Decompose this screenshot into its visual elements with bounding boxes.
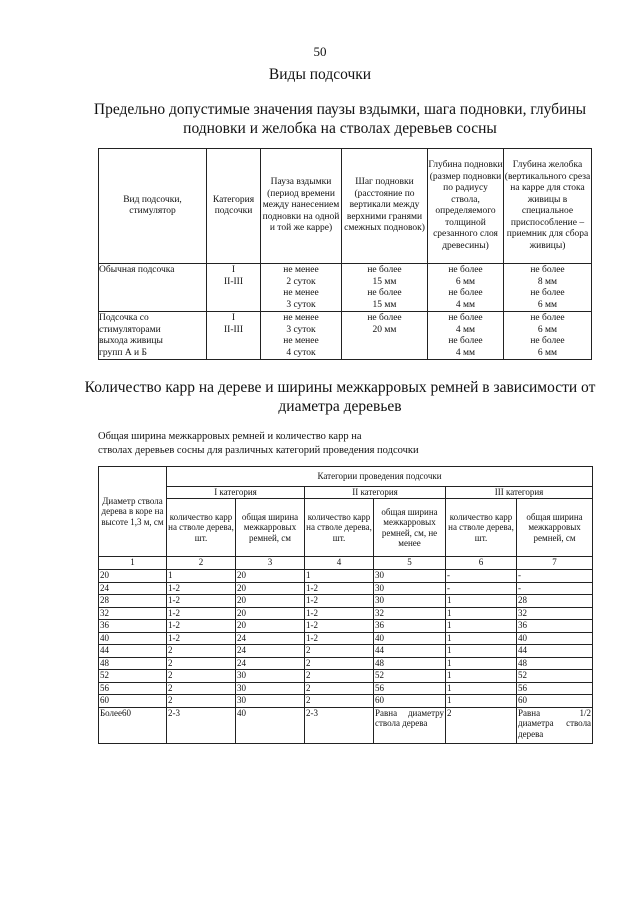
table1-title: Предельно допустимые значения паузы вздымки, шага подновки, глубины подновки и желобка на стволах деревьев сосны: [93, 101, 587, 137]
table2-cell: 1: [446, 695, 517, 708]
table2-cell: 2: [305, 657, 374, 670]
table2-cell: 52: [517, 670, 593, 683]
table2-section-title: Количество карр на дереве и ширины межкарровых ремней в зависимости от диаметра деревьев: [84, 379, 596, 415]
table2-body: [99, 570, 593, 708]
table2-cell: 24: [236, 657, 305, 670]
table2-cell: 1-2: [305, 595, 374, 608]
table2-cell: 2-3: [305, 707, 374, 743]
table2-cell: 1-2: [167, 632, 236, 645]
table2-cell: 48: [517, 657, 593, 670]
table1-cell: не менее 2 суток не менее 3 суток: [261, 264, 342, 312]
table1-header-row: [99, 149, 592, 264]
table2-row: [99, 670, 593, 683]
table2-subheader-row: [99, 499, 593, 557]
table2-cell: Равна 1/2 диаметра ствола дерева: [517, 707, 593, 743]
table2-cell: 20: [236, 570, 305, 583]
table2-row: [99, 657, 593, 670]
table2-cell: 24: [236, 645, 305, 658]
table2-cell: 1: [446, 595, 517, 608]
table2-subheader-cell: количество карр на стволе дерева, шт.: [305, 499, 374, 557]
table2-category-header: III категория: [446, 487, 593, 499]
table2-cell: 60: [99, 695, 167, 708]
table1-cell: I II-III: [207, 312, 261, 360]
table1-cell: I II-III: [207, 264, 261, 312]
table2-cell: 2: [167, 645, 236, 658]
table2-column-number: 5: [374, 557, 446, 570]
table1-header-cell: Шаг подновки (расстояние по вертикали между верхними гранями смежных подновок): [342, 149, 428, 264]
table2-cell: 24: [99, 582, 167, 595]
table2-cell: 1-2: [305, 582, 374, 595]
table2-category-header: II категория: [305, 487, 446, 499]
table1-header-cell: Категория подсочки: [207, 149, 261, 264]
table2-cell: -: [446, 570, 517, 583]
table2-cell: 30: [236, 695, 305, 708]
table2-cell: 32: [99, 607, 167, 620]
table2-cell: 1-2: [167, 620, 236, 633]
table2-cell: 1-2: [305, 632, 374, 645]
table2-cell: 56: [374, 682, 446, 695]
table1-cell: Обычная подсочка: [99, 264, 207, 312]
table2-cell: 1: [446, 620, 517, 633]
table2-row: [99, 607, 593, 620]
table2-group-header-row: [99, 467, 593, 487]
table2-cell: 30: [374, 570, 446, 583]
table2-cell: 1: [446, 632, 517, 645]
table2-cell: 32: [374, 607, 446, 620]
table2-cell: 2: [305, 645, 374, 658]
table2-last-row: [99, 707, 593, 743]
table2-row: [99, 682, 593, 695]
table2-cell: 1-2: [305, 607, 374, 620]
table2-cell: 1: [446, 645, 517, 658]
table2-cell: 20: [236, 607, 305, 620]
table2-cell: 30: [374, 595, 446, 608]
table2-cell: 60: [517, 695, 593, 708]
table2-cell: 56: [99, 682, 167, 695]
table2-cell: 2: [167, 682, 236, 695]
table2-row: [99, 645, 593, 658]
table2-row: [99, 595, 593, 608]
table2-cell: 1-2: [167, 607, 236, 620]
table2-cell: 30: [236, 682, 305, 695]
table2-cell: 48: [374, 657, 446, 670]
table2-subheader-cell: количество карр на стволе дерева, шт.: [167, 499, 236, 557]
table2-cell: 1: [446, 657, 517, 670]
table2-cell: 52: [374, 670, 446, 683]
table2-column-number: 6: [446, 557, 517, 570]
table2-cell: 1-2: [167, 582, 236, 595]
tapping-limits-table: [98, 148, 592, 360]
table2-cell: 1-2: [305, 620, 374, 633]
table2-cell: 28: [517, 595, 593, 608]
table2-cell: 20: [236, 620, 305, 633]
table2-column-number: 7: [517, 557, 593, 570]
table2-cell: 20: [236, 595, 305, 608]
table2-cell: 32: [517, 607, 593, 620]
table2-cell: 1: [446, 670, 517, 683]
table2-cell: -: [446, 582, 517, 595]
table2-cell: 44: [517, 645, 593, 658]
table2-cell: 2: [167, 657, 236, 670]
table2-subheader-cell: количество карр на стволе дерева, шт.: [446, 499, 517, 557]
table2-cell: 2: [305, 670, 374, 683]
table1-cell: не более 8 мм не более 6 мм: [504, 264, 592, 312]
table2-cell: 60: [374, 695, 446, 708]
table2-cell: 2: [167, 670, 236, 683]
table2-column-number: 3: [236, 557, 305, 570]
table2-cell: 30: [374, 582, 446, 595]
table2-cell: 24: [236, 632, 305, 645]
table2-cell: 44: [374, 645, 446, 658]
table2-cell: 2-3: [167, 707, 236, 743]
table2-diameter-header: Диаметр ствола дерева в коре на высоте 1,3 м, см: [99, 467, 167, 557]
table2-caption: Общая ширина межкарровых ремней и количество карр на стволах деревьев сосны для различных категорий проведения подсочки: [98, 431, 419, 456]
table2-cell: 36: [99, 620, 167, 633]
table2-row: [99, 620, 593, 633]
table2-cell: 2: [305, 682, 374, 695]
table2-column-number: 1: [99, 557, 167, 570]
table1-cell: не более 6 мм не более 6 мм: [504, 312, 592, 360]
face-count-table: [98, 466, 593, 744]
table2-cell: 2: [446, 707, 517, 743]
table1-row: [99, 312, 592, 360]
table1-cell: Подсочка со стимуляторами выхода живицы групп А и Б: [99, 312, 207, 360]
table2-cell: 40: [236, 707, 305, 743]
table2-cell: 40: [517, 632, 593, 645]
table2-cell: 44: [99, 645, 167, 658]
table2-cell: 1: [167, 570, 236, 583]
table1-header-cell: Пауза вздымки (период времени между нанесением подновки на одной и той же карре): [261, 149, 342, 264]
table1-header-cell: Глубина желобка (вертикального среза на карре для стока живицы в специальное приспособление – приемник для сбора живицы): [504, 149, 592, 264]
table1-cell: не более 15 мм не более 15 мм: [342, 264, 428, 312]
table2-row: [99, 570, 593, 583]
table2-subheader-cell: общая ширина межкарровых ремней, см, не менее: [374, 499, 446, 557]
section-title: Виды подсочки: [268, 66, 372, 83]
table2-cell: 1-2: [167, 595, 236, 608]
table2-cell: 28: [99, 595, 167, 608]
table2-cell: 40: [99, 632, 167, 645]
table2-cell: 40: [374, 632, 446, 645]
table2-cell: 2: [167, 695, 236, 708]
table2-subheader-cell: общая ширина межкарровых ремней, см: [517, 499, 593, 557]
table1-cell: не менее 3 суток не менее 4 суток: [261, 312, 342, 360]
table2-cell: -: [517, 582, 593, 595]
table2-cell: 1: [305, 570, 374, 583]
table2-cell: Равна диаметру ствола дерева: [374, 707, 446, 743]
page-number: 50: [313, 44, 327, 59]
table2-column-number: 4: [305, 557, 374, 570]
table2-cell: Более60: [99, 707, 167, 743]
table2-cell: 56: [517, 682, 593, 695]
table2-row: [99, 582, 593, 595]
table2-category-header: I категория: [167, 487, 305, 499]
table2-cell: 36: [517, 620, 593, 633]
table2-group-header: Категории проведения подсочки: [167, 467, 593, 487]
table2-cell: 20: [99, 570, 167, 583]
table2-row: [99, 632, 593, 645]
table2-cell: -: [517, 570, 593, 583]
table2-cell: 52: [99, 670, 167, 683]
table2-cell: 48: [99, 657, 167, 670]
table2-subheader-cell: общая ширина межкарровых ремней, см: [236, 499, 305, 557]
table1-cell: не более 4 мм не более 4 мм: [428, 312, 504, 360]
table2-category-row: [99, 487, 593, 499]
table2-cell: 36: [374, 620, 446, 633]
table1-header-cell: Глубина подновки (размер подновки по радиусу ствола, определяемого толщиной срезанного слоя древесины): [428, 149, 504, 264]
table2-cell: 30: [236, 670, 305, 683]
table2-cell: 1: [446, 682, 517, 695]
table2-row: [99, 695, 593, 708]
table2-column-number: 2: [167, 557, 236, 570]
table1-header-cell: Вид подсочки, стимулятор: [99, 149, 207, 264]
table2-column-number-row: [99, 557, 593, 570]
table1-cell: не более 6 мм не более 4 мм: [428, 264, 504, 312]
table1-cell: не более 20 мм: [342, 312, 428, 360]
table2-cell: 2: [305, 695, 374, 708]
table1-row: [99, 264, 592, 312]
table2-cell: 20: [236, 582, 305, 595]
table2-cell: 1: [446, 607, 517, 620]
